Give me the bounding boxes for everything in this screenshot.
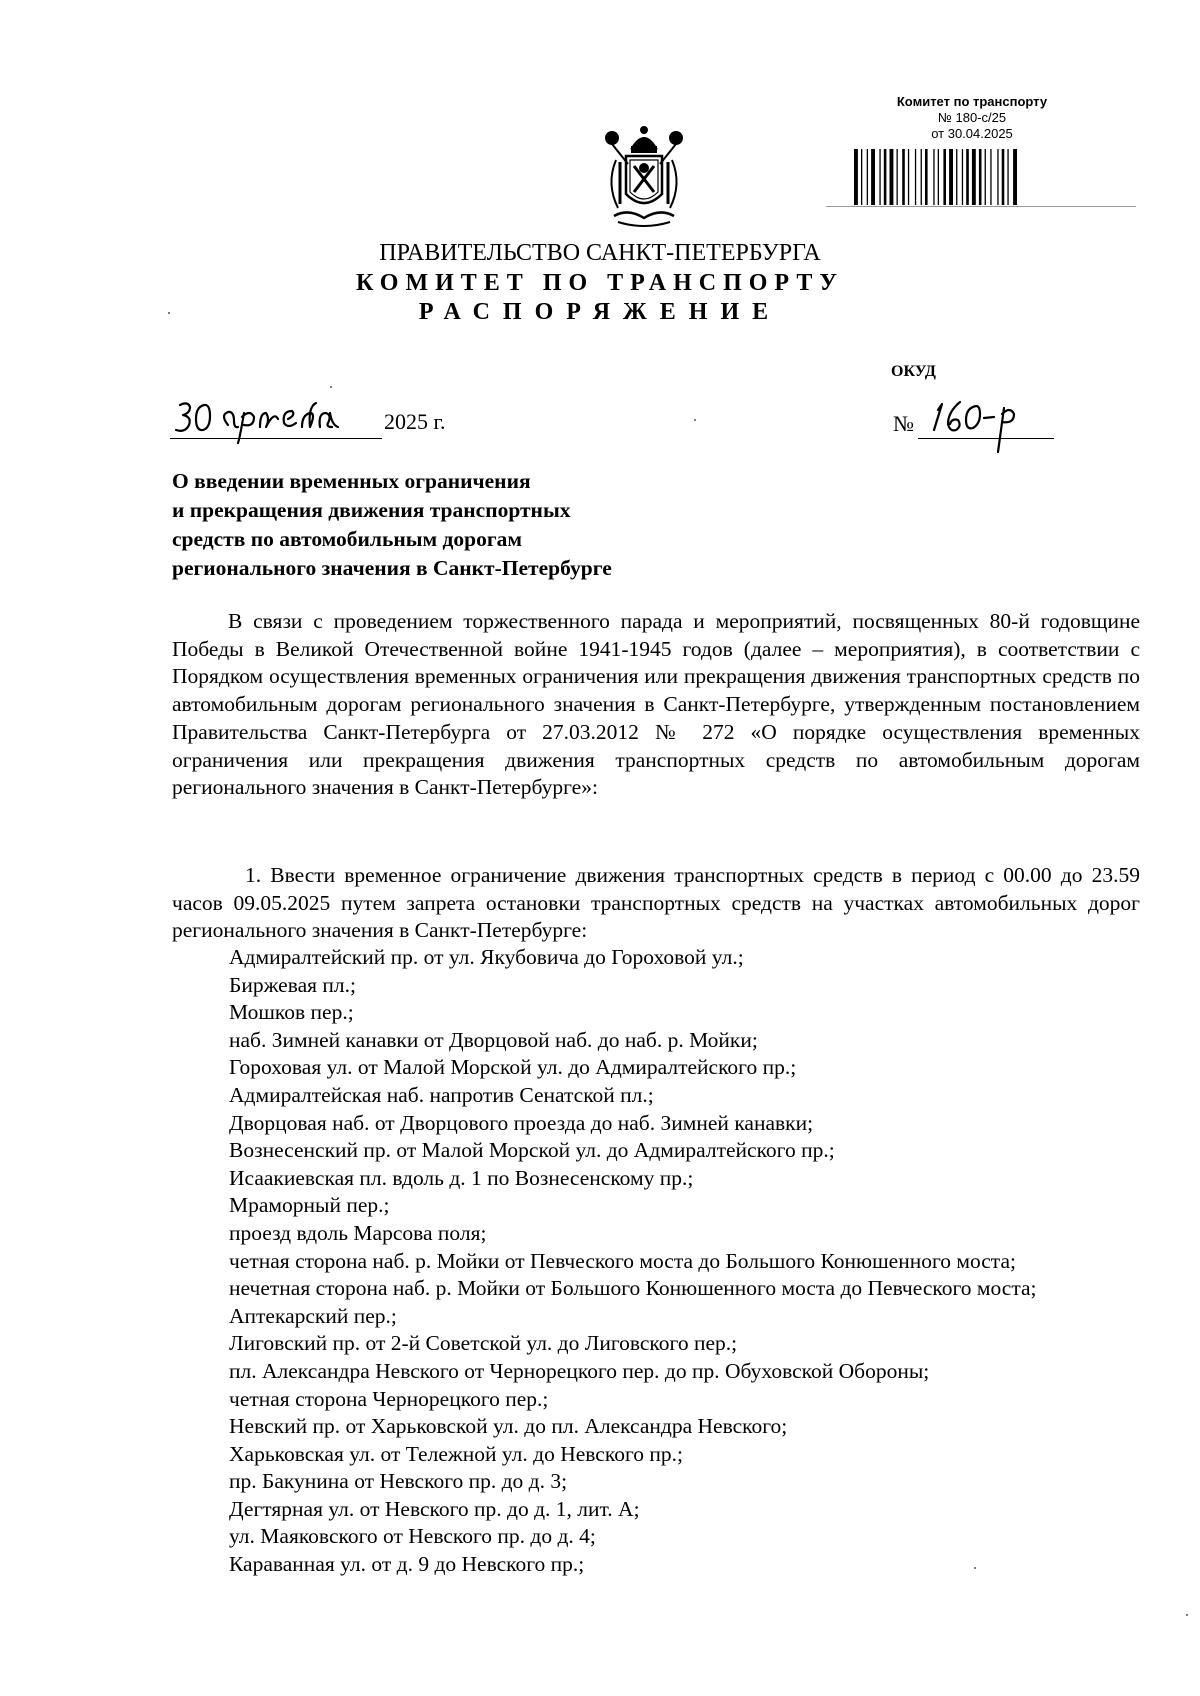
registration-stamp bbox=[836, 94, 1096, 142]
document-type-title: РАСПОРЯЖЕНИЕ bbox=[418, 299, 782, 325]
list-item: четная сторона Чернорецкого пер.; bbox=[229, 1386, 549, 1411]
list-item: Мраморный пер.; bbox=[229, 1193, 390, 1218]
stamp-date: от 30.04.2025 bbox=[931, 126, 1013, 141]
list-item: Вознесенский пр. от Малой Морской ул. до Адмиралтейского пр.; bbox=[229, 1138, 835, 1163]
subject-line: и прекращения движения транспортных bbox=[172, 498, 571, 522]
document-subject bbox=[172, 467, 732, 583]
number-underline bbox=[918, 438, 1054, 439]
street-list bbox=[229, 944, 1149, 1579]
list-item: Биржевая пл.; bbox=[229, 972, 356, 997]
stamp-divider bbox=[826, 206, 1136, 207]
list-item: Караванная ул. от д. 9 до Невского пр.; bbox=[229, 1552, 585, 1577]
list-item: пр. Бакунина от Невского пр. до д. 3; bbox=[229, 1469, 568, 1494]
scan-speck bbox=[694, 419, 696, 421]
list-item: четная сторона наб. р. Мойки от Певческого моста до Большого Конюшенного моста; bbox=[229, 1248, 1016, 1273]
list-item: Аптекарский пер.; bbox=[229, 1303, 397, 1328]
scan-speck bbox=[168, 312, 170, 314]
list-item: Невский пр. от Харьковской ул. до пл. Александра Невского; bbox=[229, 1414, 788, 1439]
list-item: проезд вдоль Марсова поля; bbox=[229, 1220, 487, 1245]
okud-label: ОКУД bbox=[891, 363, 936, 380]
date-underline bbox=[170, 438, 382, 439]
stamp-org: Комитет по транспорту bbox=[896, 94, 1048, 109]
scan-speck bbox=[974, 1567, 976, 1569]
subject-line: регионального значения в Санкт-Петербурге bbox=[172, 556, 612, 580]
list-item: наб. Зимней канавки от Дворцовой наб. до наб. р. Мойки; bbox=[229, 1027, 758, 1052]
clause-1-paragraph: 1. Ввести временное ограничение движения транспортных средств в период с 00.00 до 23.59 часов 09.05.2025 путем запрета остановки транспортных средств на участках автомобильных дорог регионального значения в Санкт-Петербурге: bbox=[172, 863, 1140, 943]
list-item: нечетная сторона наб. р. Мойки от Большого Конюшенного моста до Певческого моста; bbox=[229, 1276, 1037, 1301]
list-item: Лиговский пр. от 2-й Советской ул. до Лиговского пер.; bbox=[229, 1331, 738, 1356]
list-item: Гороховая ул. от Малой Морской ул. до Адмиралтейского пр.; bbox=[229, 1055, 797, 1080]
scan-speck bbox=[330, 386, 332, 388]
handwritten-date bbox=[170, 397, 380, 447]
date-year: 2025 г. bbox=[384, 409, 446, 434]
list-item: пл. Александра Невского от Чернорецкого пер. до пр. Обуховской Обороны; bbox=[229, 1358, 930, 1383]
government-title: ПРАВИТЕЛЬСТВО САНКТ-ПЕТЕРБУРГА bbox=[379, 240, 821, 266]
number-sign: № bbox=[893, 411, 914, 436]
list-item: Дегтярная ул. от Невского пр. до д. 1, лит. А; bbox=[229, 1496, 640, 1521]
subject-line: средств по автомобильным дорогам bbox=[172, 527, 523, 551]
list-item: Мошков пер.; bbox=[229, 1000, 354, 1025]
list-item: Исаакиевская пл. вдоль д. 1 по Вознесенскому пр.; bbox=[229, 1165, 694, 1190]
list-item: Адмиралтейский пр. от ул. Якубовича до Гороховой ул.; bbox=[229, 945, 744, 969]
list-item: Дворцовая наб. от Дворцового проезда до наб. Зимней канавки; bbox=[229, 1110, 814, 1135]
coat-of-arms-icon bbox=[598, 124, 690, 232]
committee-title: КОМИТЕТ ПО ТРАНСПОРТУ bbox=[356, 270, 844, 296]
scan-speck bbox=[1186, 1614, 1188, 1616]
preamble-paragraph: В связи с проведением торжественного парада и мероприятий, посвященных 80-й годовщине Победы в Великой Отечественной войне 1941-1945 годов (далее – мероприятия), в соответствии с Порядком осуществления временных ограничения или прекращения движения транспортных средств по автомобильным дорогам регионального значения в Санкт-Петербурге, утвержденным постановлением Правительства Санкт-Петербурга от 27.03.2012 № 272 «О порядке осуществления временных ограничения или прекращения движения транспортных средств по автомобильным дорогам регионального значения в Санкт-Петербурге»: bbox=[172, 609, 1140, 800]
list-item: ул. Маяковского от Невского пр. до д. 4; bbox=[229, 1524, 596, 1549]
list-item: Харьковская ул. от Тележной ул. до Невского пр.; bbox=[229, 1441, 683, 1466]
subject-line: О введении временных ограничения bbox=[172, 469, 531, 493]
stamp-number: № 180-с/25 bbox=[937, 110, 1007, 125]
list-item: Адмиралтейская наб. напротив Сенатской пл.; bbox=[229, 1082, 654, 1107]
barcode-icon bbox=[854, 149, 1058, 205]
handwritten-number bbox=[918, 398, 1048, 456]
